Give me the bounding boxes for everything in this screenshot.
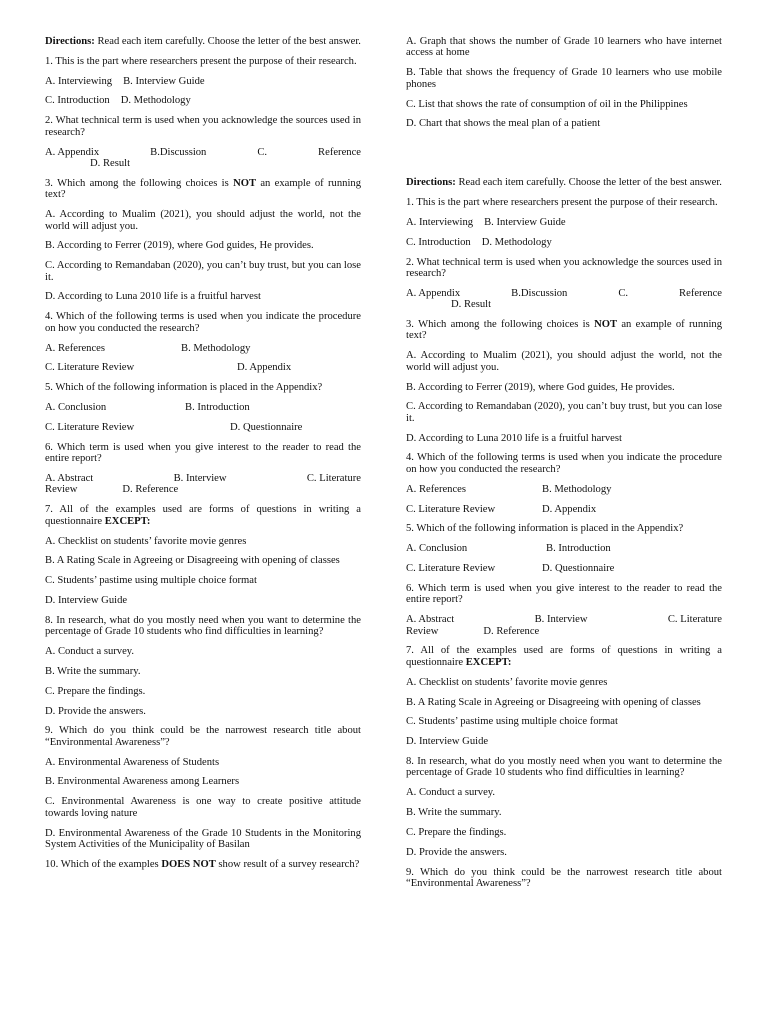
option: C. Introduction: [45, 95, 110, 107]
option: B. Environmental Awareness among Learners: [45, 776, 240, 788]
question-4-options: [406, 504, 722, 515]
question-4-options: [45, 362, 361, 373]
question-1-options: [406, 237, 722, 248]
question-8: 8. In research, what do you mostly need when you want to determine the percentage of Grade 10 students who find difficulties in learning?: [45, 614, 361, 638]
option: C. Students’ pastime using multiple choice format: [406, 716, 618, 728]
option: A. Conclusion: [45, 402, 107, 414]
question-3: 3. Which among the following choices is NOT an example of running text?: [406, 319, 722, 342]
question-5-options: [406, 563, 722, 574]
option: D. Appendix: [237, 362, 292, 374]
option: C. Environmental Awareness is one way to create positive attitude towards loving nature: [45, 796, 361, 819]
option: B.Discussion: [150, 146, 207, 158]
question-4-options: [45, 343, 361, 354]
question-2-options: [406, 288, 722, 311]
option: A. Environmental Awareness of Students: [45, 756, 220, 768]
option: C. Literature Review: [45, 362, 135, 374]
question-6: 6. Which term is used when you give interest to the reader to read the entire report?: [45, 441, 361, 465]
question-9: 9. Which do you think could be the narrowest research title about “Environmental Awareness”?: [45, 725, 361, 748]
option: A. Interviewing: [45, 75, 113, 87]
question-3: 3. Which among the following choices is NOT an example of running text?: [45, 177, 361, 201]
option: D. Reference: [483, 625, 540, 637]
option: C. Literature Review: [406, 503, 496, 515]
option: Reference: [318, 146, 361, 158]
option: C.: [618, 287, 629, 299]
option: A. According to Mualim (2021), you should adjust the world, not the world will adjust you.: [45, 209, 361, 232]
question-5-options: [406, 543, 722, 554]
option: A. Abstract: [406, 614, 455, 626]
question-1-options: [45, 76, 361, 87]
option: C. Introduction: [406, 236, 471, 248]
option: C. Literature Review: [406, 563, 496, 575]
option: A. References: [406, 483, 466, 495]
option: B. A Rating Scale in Agreeing or Disagreeing with opening of classes: [406, 696, 701, 708]
question-4-options: [406, 484, 722, 495]
option: D. Reference: [122, 484, 179, 496]
option: C. According to Remandaban (2020), you can’t buy trust, but you can lose it.: [45, 260, 361, 283]
option: C. Prepare the findings.: [406, 826, 507, 838]
option: B. Interview Guide: [123, 75, 205, 87]
question-1-options: [406, 217, 722, 228]
question-1-options: [45, 95, 361, 106]
question-2: 2. What technical term is used when you acknowledge the sources used in research?: [406, 256, 722, 279]
question-9: 9. Which do you think could be the narrowest research title about “Environmental Awareness”?: [406, 866, 722, 890]
option: B. Table that shows the frequency of Grade 10 learners who use mobile phones: [406, 67, 722, 90]
option: B. Introduction: [546, 543, 611, 555]
left-column: [45, 36, 361, 879]
option: A. References: [45, 342, 105, 354]
option: B. According to Ferrer (2019), where God guides, He provides.: [45, 240, 314, 252]
option: B. Interview Guide: [484, 216, 566, 228]
option: A. Checklist on students’ favorite movie genres: [45, 535, 247, 547]
option: B. Interview: [173, 472, 227, 484]
option: A. Appendix: [45, 146, 100, 158]
option: Review: [45, 484, 78, 496]
option: D. Provide the answers.: [45, 705, 146, 717]
question-4: 4. Which of the following terms is used when you indicate the procedure on how you conducted the research?: [406, 452, 722, 475]
question-6: 6. Which term is used when you give interest to the reader to read the entire report?: [406, 582, 722, 606]
question-5: 5. Which of the following information is placed in the Appendix?: [45, 382, 323, 394]
question-10: 10. Which of the examples DOES NOT show result of a survey research?: [45, 858, 360, 870]
option: D. Questionnaire: [542, 563, 615, 575]
option: D. Appendix: [542, 503, 597, 515]
option: D. According to Luna 2010 life is a fruitful harvest: [45, 291, 261, 303]
option: D. Methodology: [120, 95, 191, 107]
option: C.: [257, 146, 268, 158]
option: D. Provide the answers.: [406, 846, 507, 858]
option: D. Interview Guide: [406, 736, 489, 748]
option: B. Write the summary.: [45, 665, 141, 677]
option: B. According to Ferrer (2019), where God guides, He provides.: [406, 381, 675, 393]
question-5: 5. Which of the following information is placed in the Appendix?: [406, 523, 684, 535]
option: C. Literature: [667, 614, 722, 626]
question-2-options: [45, 147, 361, 170]
option: C. Students’ pastime using multiple choice format: [45, 575, 257, 587]
option: D. Result: [451, 299, 492, 311]
option: B. Write the summary.: [406, 807, 502, 819]
option: B.Discussion: [511, 287, 568, 299]
option: B. Interview: [534, 614, 588, 626]
question-2: 2. What technical term is used when you acknowledge the sources used in research?: [45, 115, 361, 138]
question-1: 1. This is the part where researchers present the purpose of their research.: [406, 197, 718, 209]
option: D. Chart that shows the meal plan of a patient: [406, 118, 601, 130]
question-5-options: [45, 422, 361, 433]
option: C. Literature Review: [45, 421, 135, 433]
option: A. Conduct a survey.: [45, 646, 135, 658]
option: A. Conclusion: [406, 543, 468, 555]
option: D. Methodology: [481, 236, 552, 248]
question-6-options: [406, 614, 722, 637]
question-7: 7. All of the examples used are forms of questions in writing a questionnaire EXCEPT:: [45, 504, 361, 527]
right-column: [406, 36, 722, 898]
option: B. Introduction: [185, 402, 250, 414]
option: A. Abstract: [45, 472, 94, 484]
option: A. Conduct a survey.: [406, 787, 496, 799]
option: D. Environmental Awareness of the Grade 10 Students in the Monitoring System Activities of the Municipality of Basilan: [45, 827, 361, 851]
option: C. According to Remandaban (2020), you can’t buy trust, but you can lose it.: [406, 401, 722, 424]
option: A. Interviewing: [406, 216, 474, 228]
question-7: 7. All of the examples used are forms of questions in writing a questionnaire EXCEPT:: [406, 645, 722, 668]
question-1: 1. This is the part where researchers present the purpose of their research.: [45, 55, 357, 67]
question-4: 4. Which of the following terms is used when you indicate the procedure on how you conducted the research?: [45, 311, 361, 334]
option: A. According to Mualim (2021), you should adjust the world, not the world will adjust you.: [406, 350, 722, 373]
option: Review: [406, 625, 439, 637]
option: D. Result: [90, 158, 131, 170]
option: A. Appendix: [406, 287, 461, 299]
option: B. Methodology: [542, 483, 612, 495]
option: Reference: [679, 287, 722, 299]
option: B. A Rating Scale in Agreeing or Disagreeing with opening of classes: [45, 555, 340, 567]
question-5-options: [45, 402, 361, 413]
option: C. List that shows the rate of consumption of oil in the Philippines: [406, 98, 688, 110]
option: B. Methodology: [181, 342, 251, 354]
option: D. Interview Guide: [45, 594, 128, 606]
option: D. According to Luna 2010 life is a fruitful harvest: [406, 432, 622, 444]
directions: Directions: Read each item carefully. Choose the letter of the best answer.: [406, 177, 722, 189]
directions: Directions: Read each item carefully. Choose the letter of the best answer.: [45, 36, 361, 47]
option: D. Questionnaire: [230, 421, 303, 433]
option: A. Checklist on students’ favorite movie genres: [406, 676, 608, 688]
option: C. Literature: [306, 472, 361, 484]
question-8: 8. In research, what do you mostly need when you want to determine the percentage of Grade 10 students who find difficulties in learning?: [406, 756, 722, 779]
option: C. Prepare the findings.: [45, 685, 146, 697]
option: A. Graph that shows the number of Grade 10 learners who have internet access at home: [406, 36, 722, 59]
question-6-options: [45, 473, 361, 496]
